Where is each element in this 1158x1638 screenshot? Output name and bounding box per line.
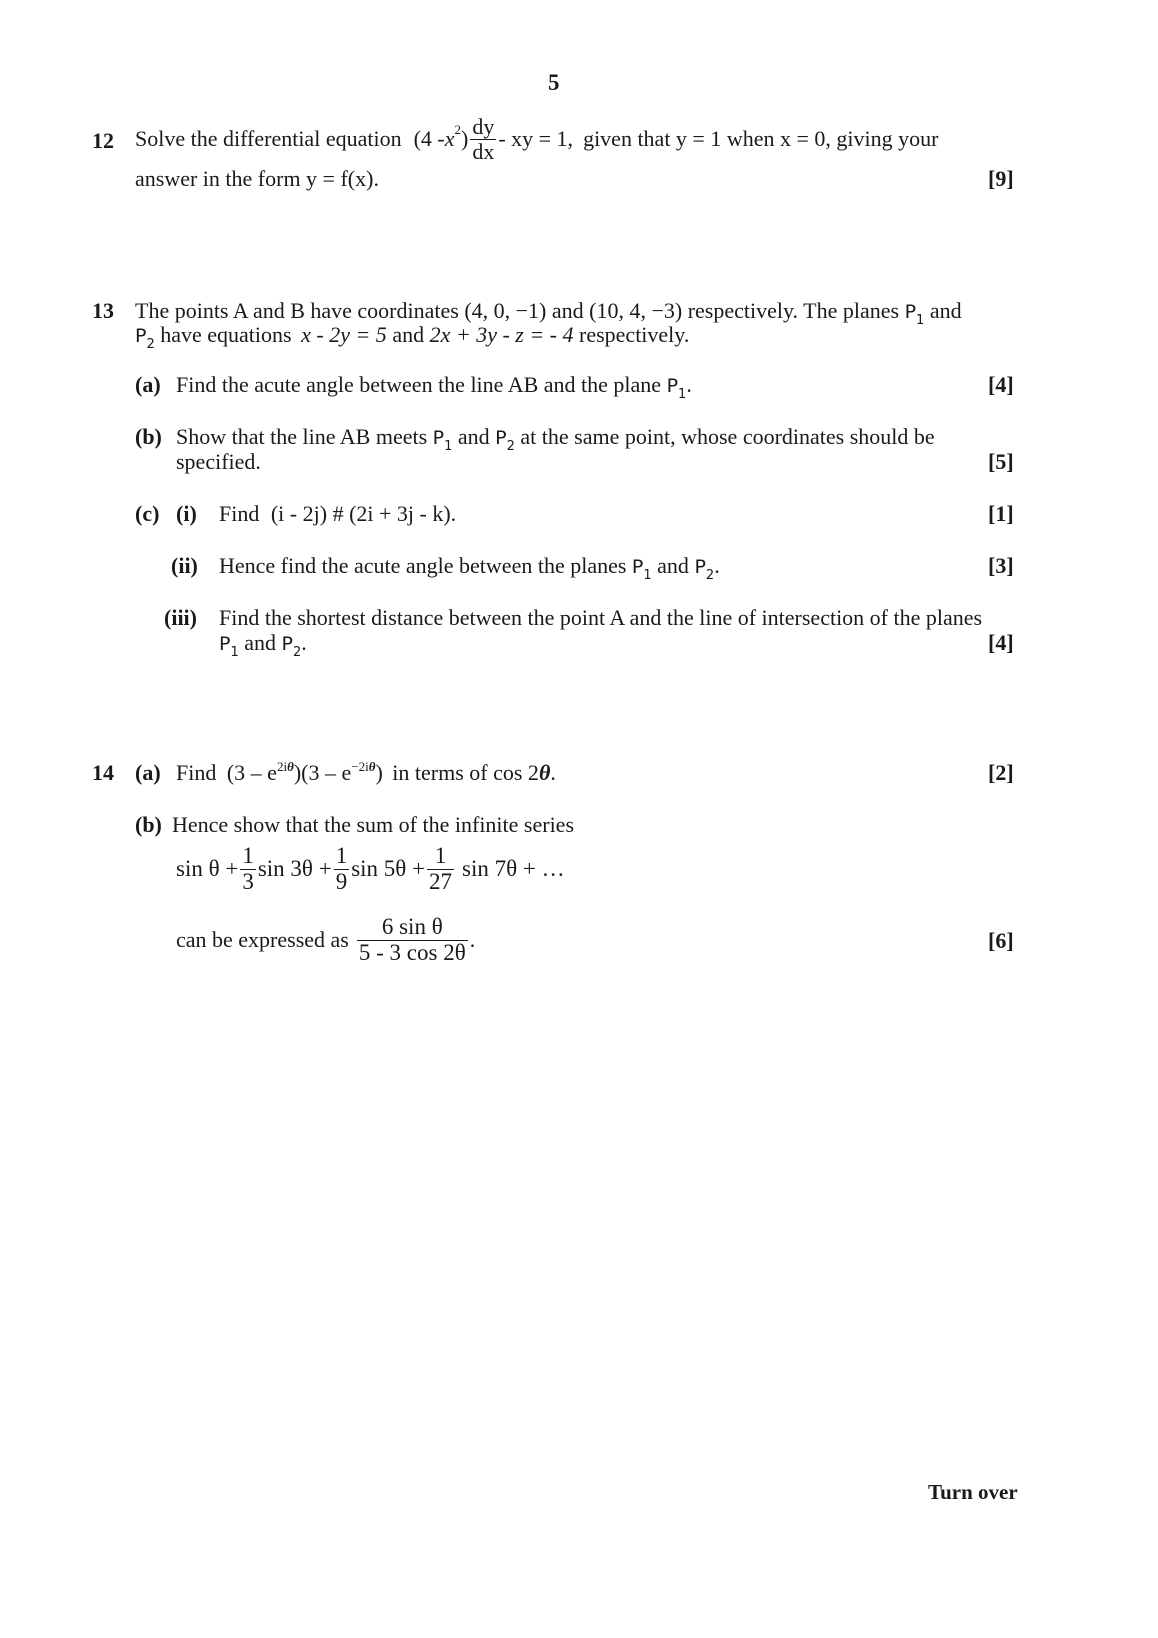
q13b-marks: [5] [988,449,1014,474]
q12-eq-rest: - xy = 1, [498,126,574,151]
q14b-marks: [6] [988,928,1014,953]
equation-p1: x - 2y = 5 [301,322,387,347]
q14a-marks: [2] [988,760,1014,785]
q12-line1 [135,113,938,165]
q13c-label: (c) [135,501,160,526]
q14b-result: can be expressed as $\frac{\text{6 sin θ}}{5 - 3 \cos 2\theta}$ . [176,914,476,965]
q14a-label: (a) [135,760,161,785]
q13ciii-text-line2: $P_1$ and $P_2$. [219,630,307,660]
q12-marks: [9] [988,166,1014,191]
complex-expression: $(3 - e^{2i\theta})(3 - e^{-2i\theta})$ [226,759,383,785]
plane-p1: $P_1$ [904,301,925,328]
series-coeff-2: $\frac{1}{9}$ [335,843,348,894]
turn-over: Turn over [928,1480,1018,1504]
equation-p2: 2x + 3y - z = - 4 [429,322,574,347]
q13b-text-line1: Show that the line AB meets $P_1$ and $P_2$ at the same point, whose coordinates should be [176,424,935,454]
plane-p2: $P_2$ [694,556,715,583]
q12-eq-x: x [444,126,455,151]
plane-p1: $P_1$ [219,633,239,660]
q13ciii-label: (iii) [164,605,197,630]
q13cii-text: Hence find the acute angle between the planes $P_1$ and $P_2$. [219,553,720,583]
q13-stem-line1 [135,298,962,328]
q13a-marks: [4] [988,372,1014,397]
result-denominator: 5 - 3 cos 2θ [358,939,466,965]
q13b-text-line2: specified. [176,449,261,474]
q13-number: 13 [92,298,114,323]
series-coeff-1: $\frac{1}{3}$ [242,843,254,894]
q12-eq-sq: 2 [454,122,461,137]
q12-dx: dx [472,138,495,164]
q13a-text: Find the acute angle between the line AB and the plane $P_1$. [176,372,692,402]
series-term-1: sin θ + [176,856,239,881]
series-term-2: sin 3θ + [257,856,332,881]
q13ciii-text-line1: Find the shortest distance between the point A and the line of intersection of the planes [219,605,983,630]
plane-p1: $P_1$ [432,427,453,454]
plane-p1: $P_1$ [666,375,687,402]
q13ci-text: Find (i - 2j) # (2i + 3j - k). [219,501,457,526]
q13cii-marks: [3] [988,553,1014,578]
q13b-label: (b) [135,424,162,449]
q13ci-label: (i) [176,501,197,526]
q12-number: 12 [92,128,114,153]
q14a-text: Find $(3 - e^{2i\theta})(3 - e^{-2i\theta})$ in terms of cos 2θ. [176,759,556,785]
page-number: 5 [548,70,560,95]
series-term-3: sin 5θ + [351,856,426,881]
plane-p2: $P_2$ [281,633,302,660]
plane-p1: $P_1$ [631,556,652,583]
series-term-4: sin 7θ + … [462,856,565,881]
q12-dy: dy [472,114,495,140]
q13ci-marks: [1] [988,501,1014,526]
q12-condition: given that y = 1 when x = 0, giving your [583,126,939,151]
and-word: and [392,322,425,347]
q12-lead: Solve the differential equation [135,126,402,151]
and-word: and [929,298,962,323]
infinite-series [176,838,565,900]
q12-derivative [470,115,496,162]
expressed-text: can be expressed as [176,927,349,952]
q13a-label: (a) [135,372,161,397]
q14b-text: Hence show that the sum of the infinite series [172,812,575,837]
q12-line2: answer in the form y = f(x). [135,166,379,191]
q13ciii-marks: [4] [988,630,1014,655]
result-fraction [357,915,468,964]
vector-product-expression: (i - 2j) # (2i + 3j - k). [270,501,457,526]
q12-eq-close: ) [461,126,469,151]
plane-p2: $P_2$ [135,325,155,352]
plane-p2: $P_2$ [495,427,515,454]
q12-eq-prefix: (4 - [413,126,445,151]
q14-number: 14 [92,760,114,785]
q14b-label: (b) [135,812,162,837]
q13cii-label: (ii) [171,553,198,578]
q13-stem-line2 [135,322,690,352]
series-coeff-3: $\frac{1}{27}$ [429,843,453,894]
q13-stem-text: The points A and B have coordinates (4, 0, −1) and (10, 4, −3) respectively. The planes [135,298,900,323]
q13-stem-rest: have equations [160,322,292,347]
result-numerator: 6 sin θ [381,914,443,940]
respectively-word: respectively. [579,322,690,347]
